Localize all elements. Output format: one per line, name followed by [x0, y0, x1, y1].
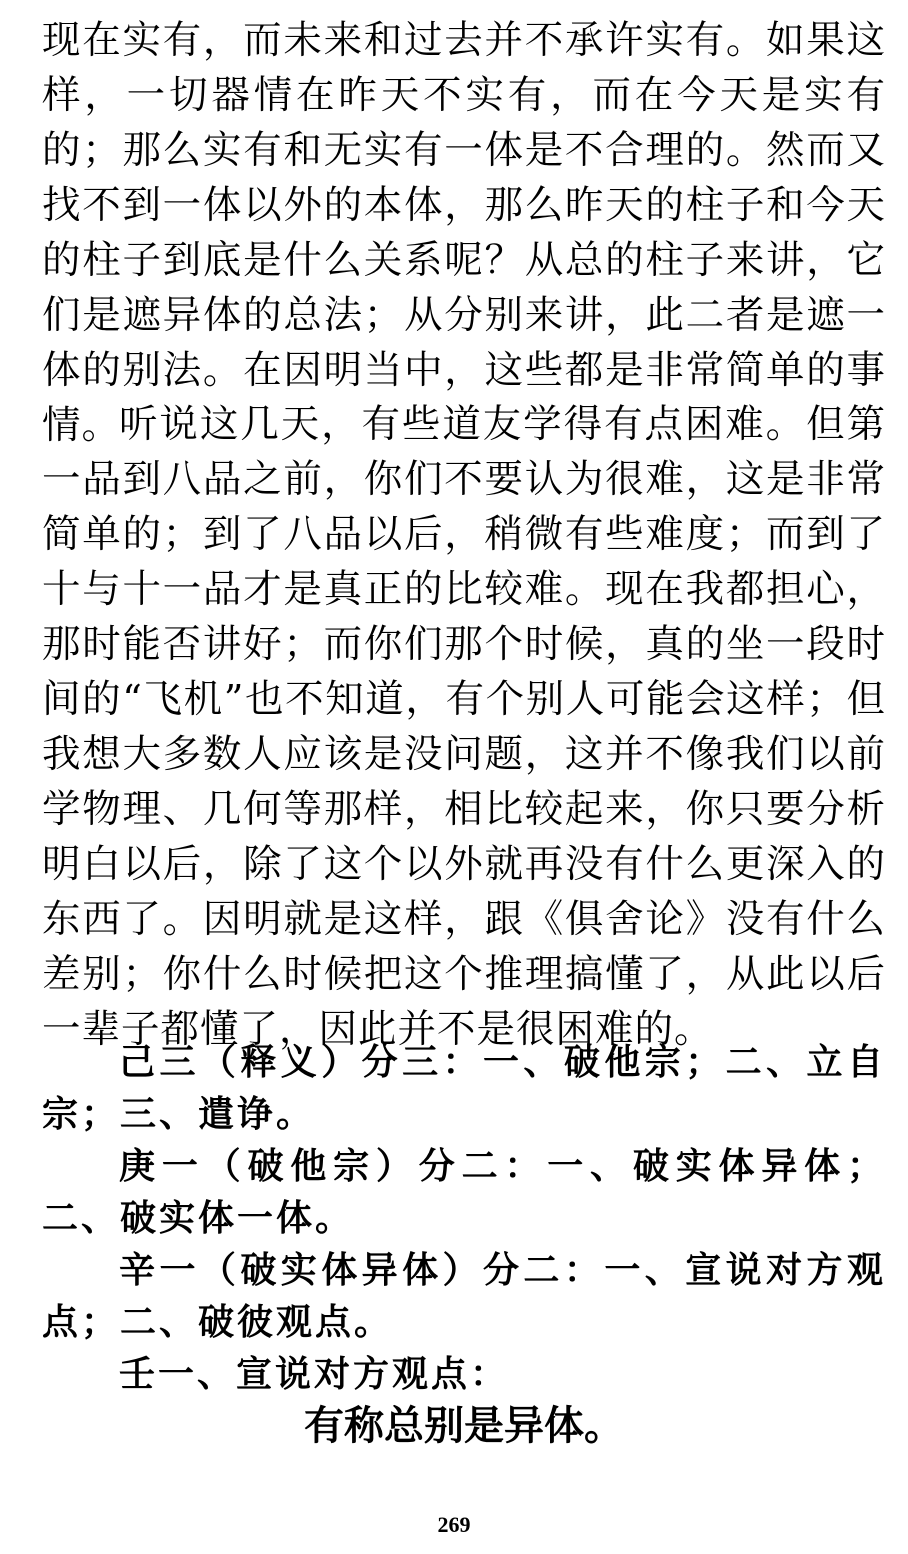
body-paragraph-1: 现在实有，而未来和过去并不承许实有。如果这样，一切器情在昨天不实有，而在今天是实有的；那么实有和无实有一体是不合理的。然而又找不到一体以外的本体，那么昨天的柱子和今天的柱子到底是什么关系呢？从总的柱子来讲，它们是遮异体的总法；从分别来讲，此二者是遮一体的别法。在因明当中，这些都是非常简单的事情。: [42, 18, 886, 448]
root-verse: 有称总别是异体。: [304, 1403, 624, 1449]
outline-heading-xin-yi: 辛一（破实体异体）分二：一、宣说对方观点；二、破彼观点。: [42, 1249, 886, 1343]
outline-heading-ji-san: 己三（释义）分三：一、破他宗；二、立自宗；三、遣诤。: [42, 1041, 886, 1135]
body-paragraph-2: 听说这几天，有些道友学得有点困难。但第一品到八品之前，你们不要认为很难，这是非常简单的；到了八品以后，稍微有些难度；而到了十与十一品才是真正的比较难。现在我都担心，那时能否讲好；而你们那个时候，真的坐一段时间的“飞机”也不知道，有个别人可能会这样；但我想大多数人应该是没问题，这并不像我们以前学物理、几何等那样，相比较起来，你只要分析明白以后，除了这个以外就再没有什么更深入的东西了。因明就是这样，跟《俱舍论》没有什么差别；你什么时候把这个推理搞懂了，从此以后一辈子都懂了，因此并不是很困难的。: [42, 402, 886, 1052]
outline-heading-ren-yi: 壬一、宣说对方观点：: [119, 1353, 510, 1395]
page-number: 269: [437, 1512, 471, 1537]
outline-heading-geng-yi: 庚一（破他宗）分二：一、破实体异体；二、破实体一体。: [42, 1145, 886, 1239]
